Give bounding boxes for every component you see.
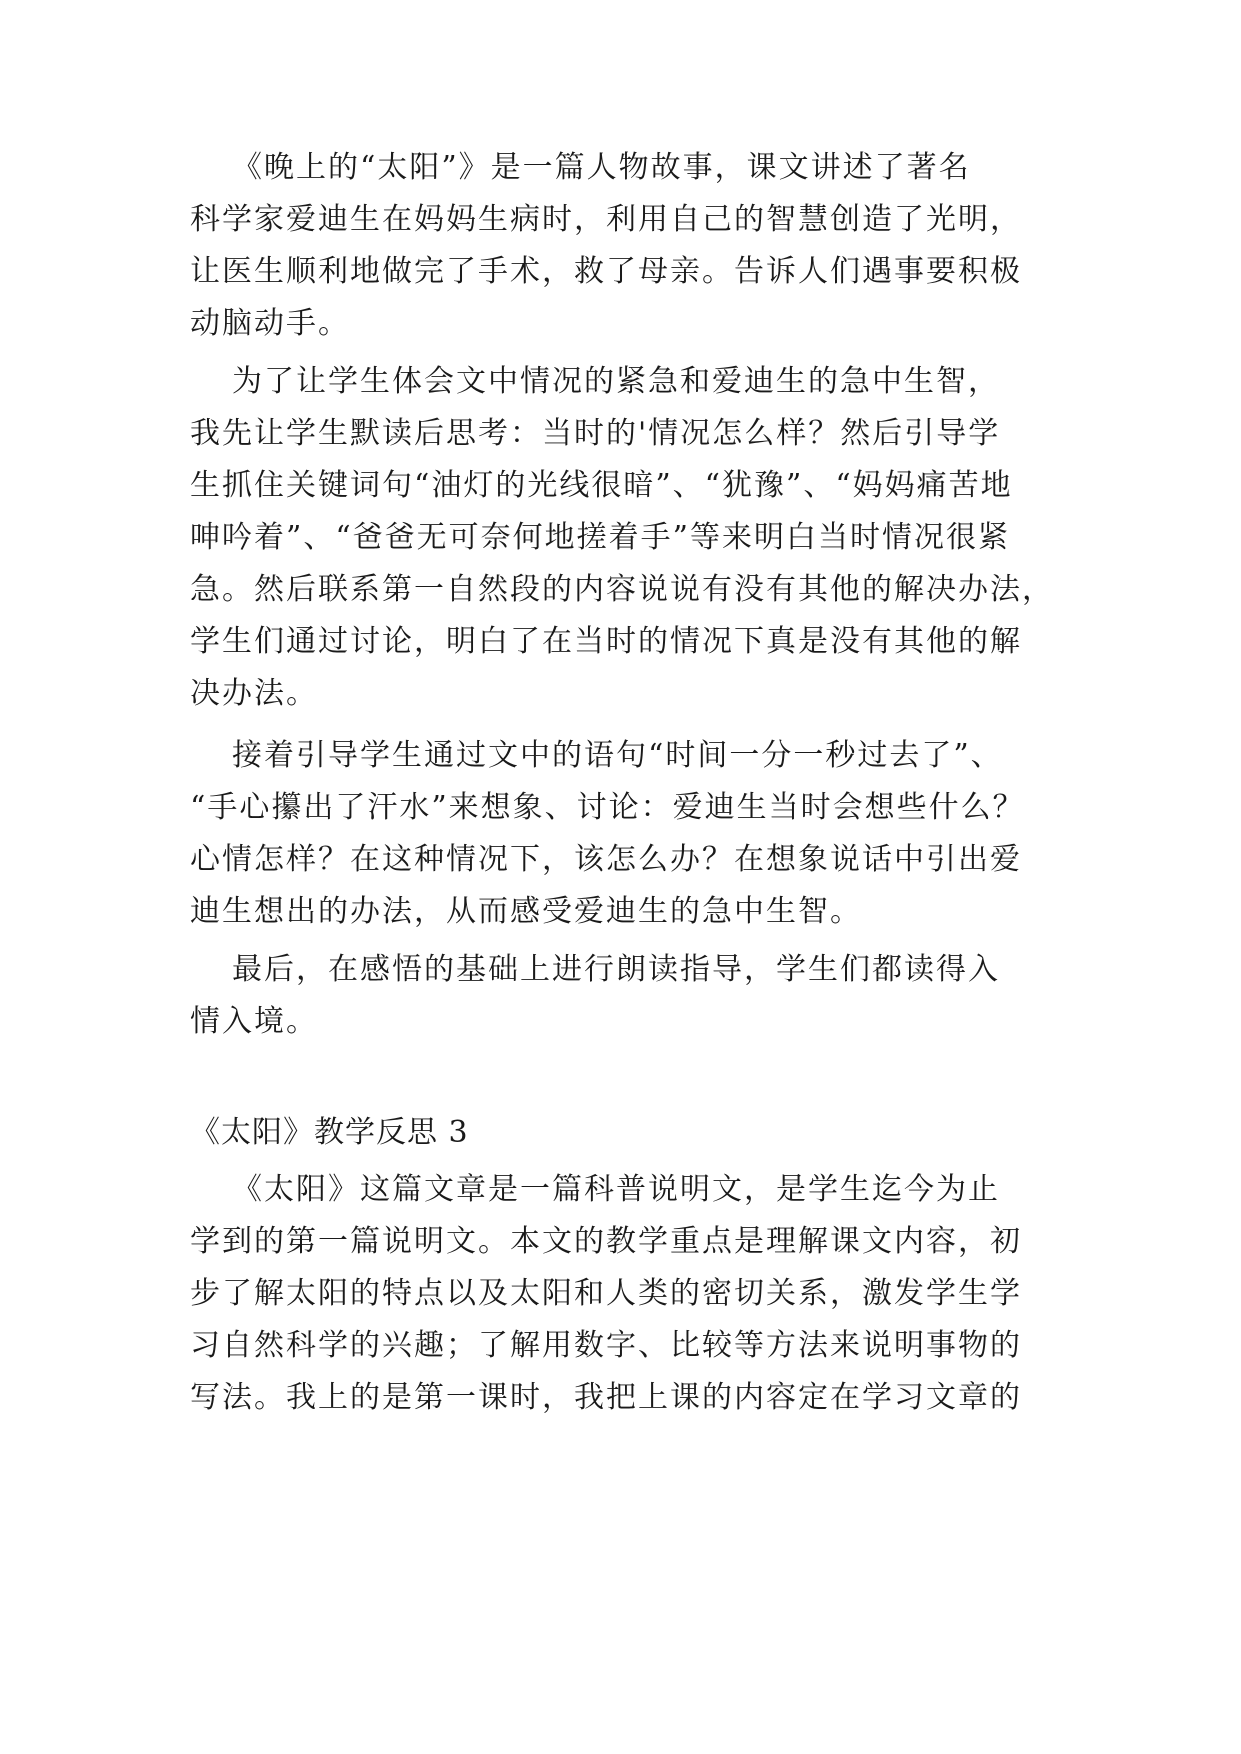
text-line: 最后，在感悟的基础上进行朗读指导，学生们都读得入 (232, 952, 1000, 987)
text-line: 写法。我上的是第一课时，我把上课的内容定在学习文章的 (190, 1380, 1022, 1415)
text-line: 步了解太阳的特点以及太阳和人类的密切关系，激发学生学 (190, 1276, 1022, 1311)
text-line: 习自然科学的兴趣；了解用数字、比较等方法来说明事物的 (190, 1328, 1022, 1363)
text-line: 情入境。 (190, 1004, 318, 1039)
text-line: 迪生想出的办法，从而感受爱迪生的急中生智。 (190, 894, 862, 929)
text-line: 心情怎样？在这种情况下，该怎么办？在想象说话中引出爱 (190, 842, 1022, 877)
text-line: 《太阳》这篇文章是一篇科普说明文，是学生迄今为止 (232, 1172, 1000, 1207)
text-line: 接着引导学生通过文中的语句“时间一分一秒过去了”、 (232, 738, 1003, 773)
text-line: 急。然后联系第一自然段的内容说说有没有其他的解决办法， (190, 572, 1054, 607)
text-line: “手心攥出了汗水”来想象、讨论：爱迪生当时会想些什么？ (190, 790, 1025, 825)
text-line: 我先让学生默读后思考：当时的'情况怎么样？然后引导学 (190, 416, 1001, 451)
text-line: 为了让学生体会文中情况的紧急和爱迪生的急中生智， (232, 364, 1000, 399)
text-line: 动脑动手。 (190, 306, 350, 341)
text-line: 学到的第一篇说明文。本文的教学重点是理解课文内容，初 (190, 1224, 1022, 1259)
text-line: 决办法。 (190, 676, 318, 711)
text-line: 《晚上的“太阳”》是一篇人物故事，课文讲述了著名 (232, 150, 971, 185)
text-line: 生抓住关键词句“油灯的光线很暗”、“犹豫”、“妈妈痛苦地 (190, 468, 1013, 503)
text-line: 呻吟着”、“爸爸无可奈何地搓着手”等来明白当时情况很紧 (190, 520, 1011, 555)
text-line: 让医生顺利地做完了手术，救了母亲。告诉人们遇事要积极 (190, 254, 1022, 289)
text-line: 学生们通过讨论，明白了在当时的情况下真是没有其他的解 (190, 624, 1022, 659)
text-line: 科学家爱迪生在妈妈生病时，利用自己的智慧创造了光明， (190, 202, 1022, 237)
section-heading: 《太阳》教学反思 3 (190, 1115, 469, 1150)
